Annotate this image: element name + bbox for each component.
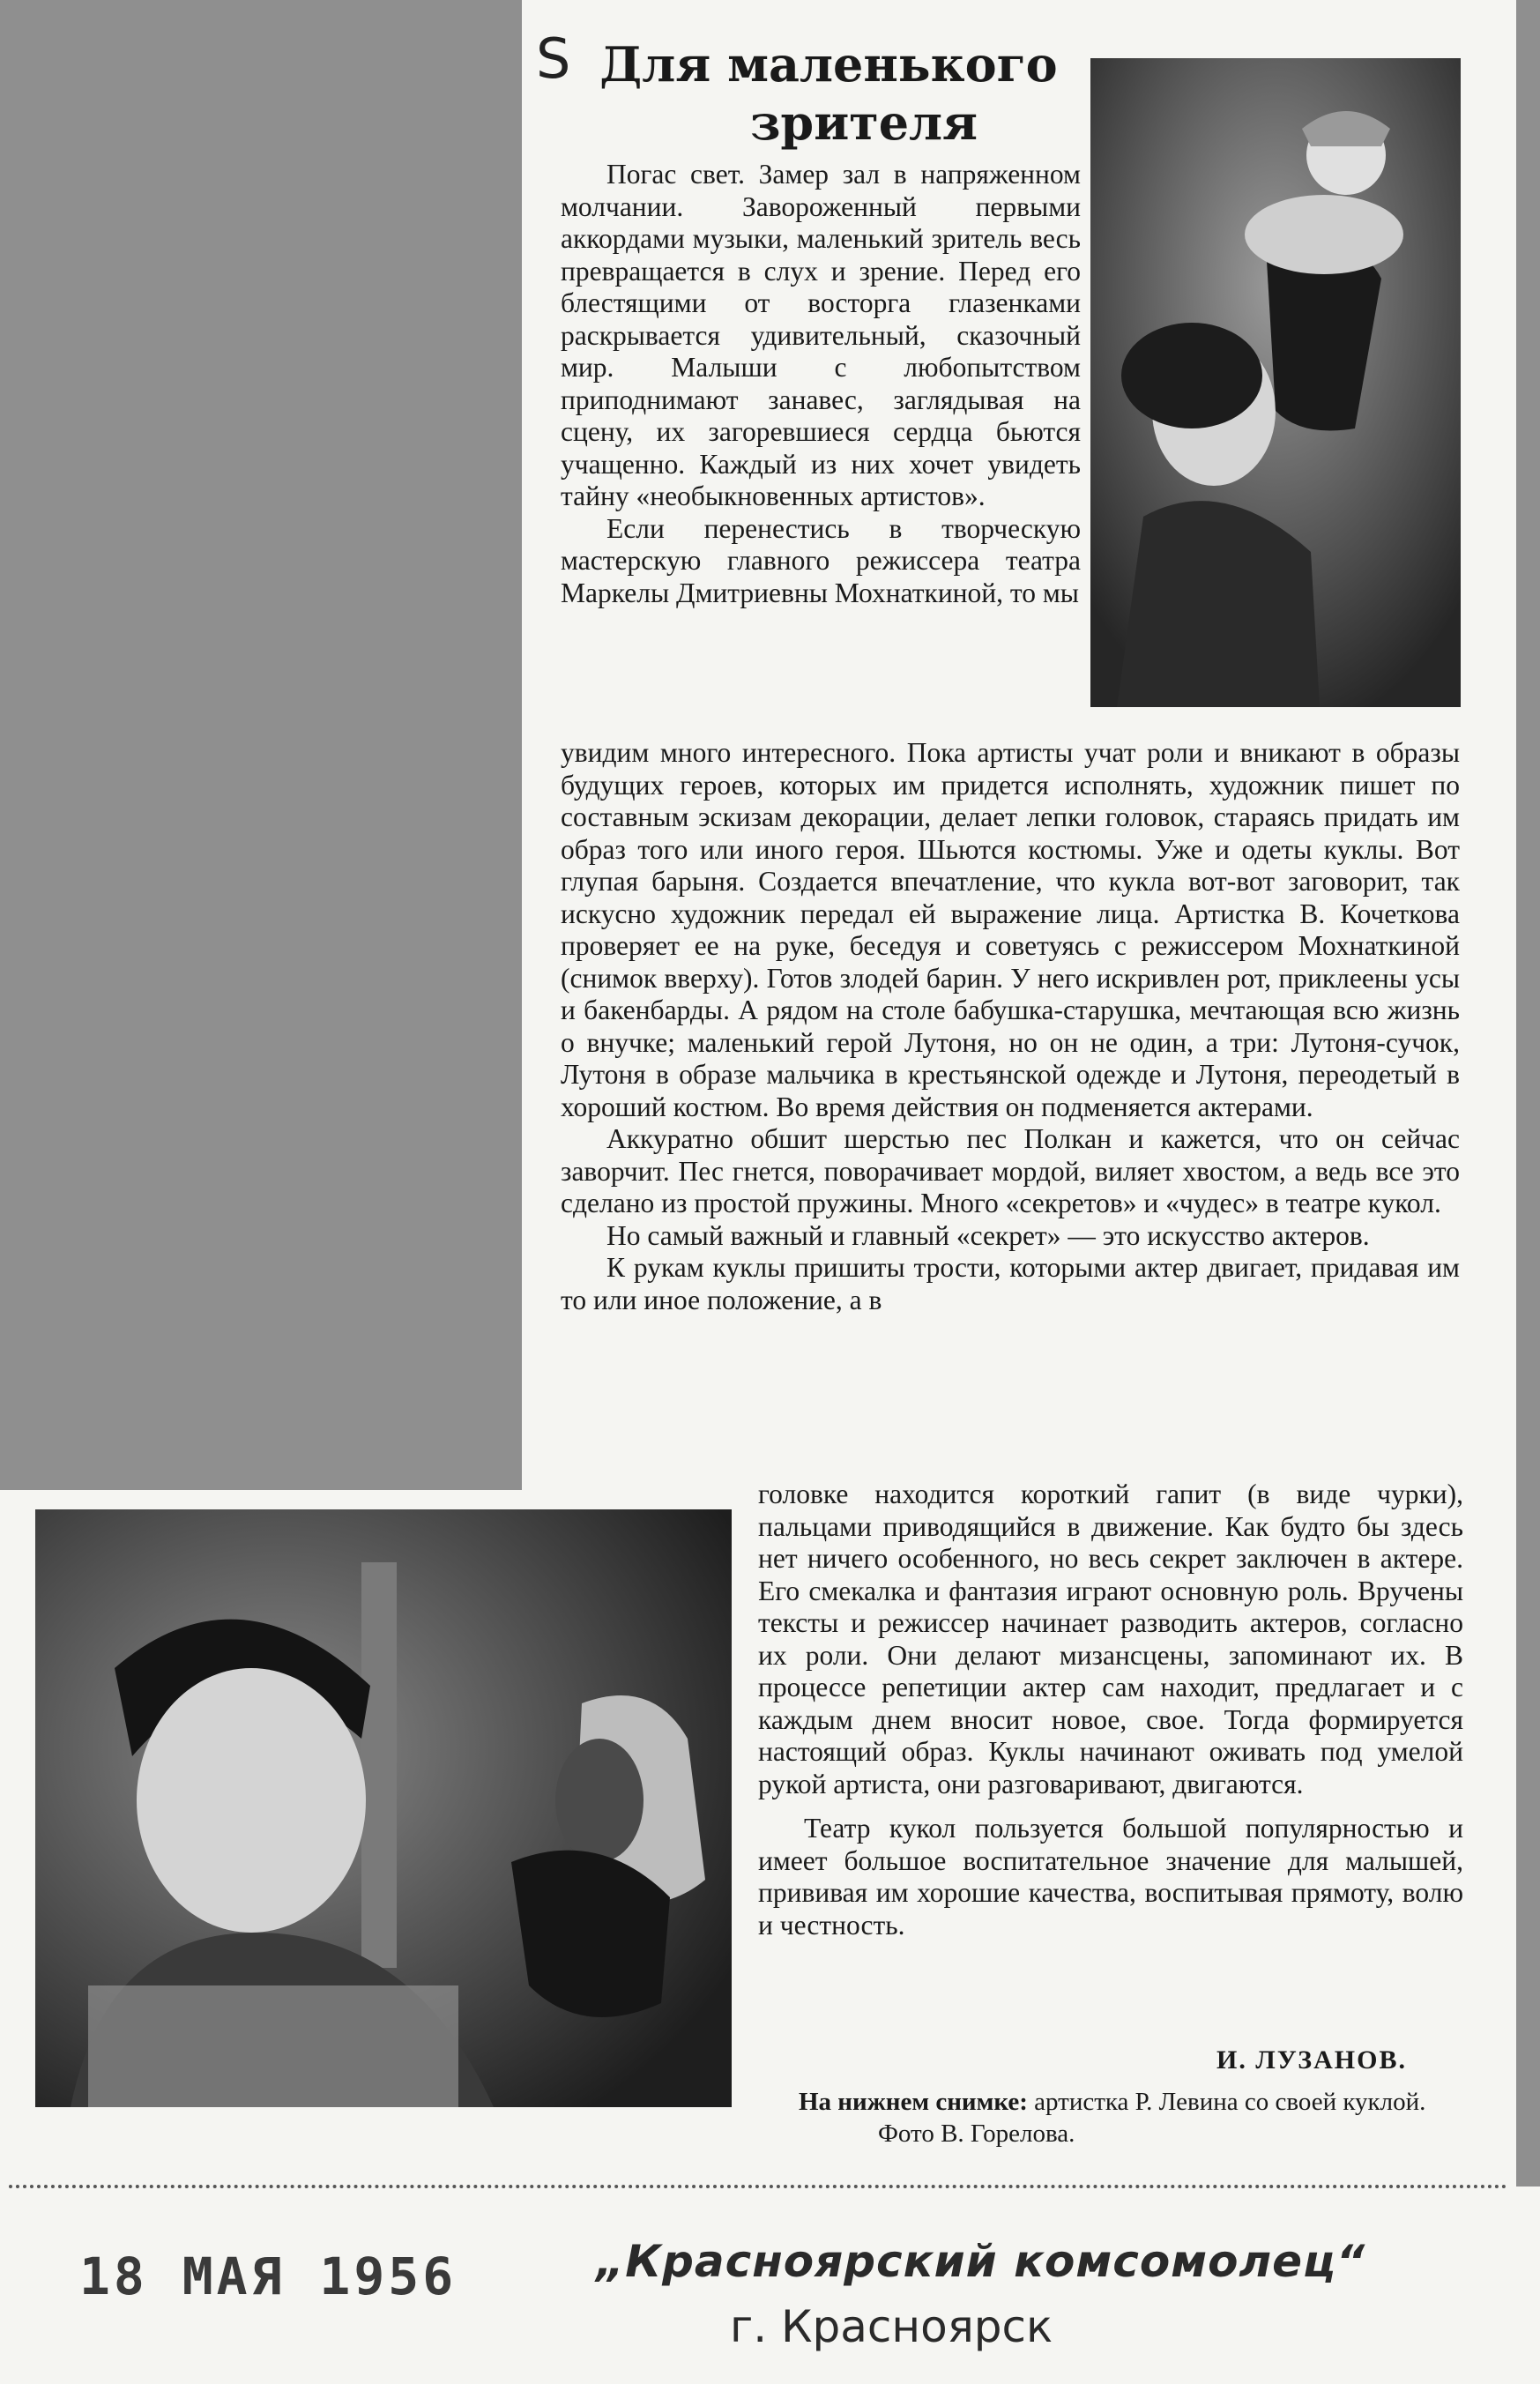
bottom-photo (35, 1509, 732, 2107)
actress-with-puppet-photo (35, 1509, 732, 2107)
paragraph: Погас свет. Замер зал в напряженном молчании. Завороженный первыми аккордами музыки, маленький зритель весь превращается в слух и зрение. Перед его блестящими от восторга глазенками раскрывается удивительный, сказочный мир. Малыши с любопытством приподнимают занавес, заглядывая на сцену, их загоревшиеся сердца бьются учащенно. Каждый из них хочет увидеть тайну «необыкновенных артистов». (561, 159, 1081, 511)
puppeteer-photo (1090, 58, 1461, 707)
column-top (561, 159, 1081, 609)
photo-credit: Фото В. Горелова. (878, 2120, 1075, 2148)
paragraph: Но самый важный и главный «секрет» — это искусство актеров. (606, 1219, 1370, 1251)
paragraph: Аккуратно обшит шерстью пес Полкан и кажется, что он сейчас заворчит. Пес гнется, поворачивает мордой, виляет хвостом, а ведь все это сделано из простой пружины. Много «секретов» и «чудес» в театре кукол. (561, 1123, 1460, 1218)
paragraph: головке находится короткий гапит (в виде чурки), пальцами приводящийся в движение. Как будто бы здесь нет ничего особенного, но весь секрет заключен в актере. Его смекалка и фантазия играют основную роль. Вручены тексты и режиссер начинает разводить актеров, согласно их роли. Они делают мизансцены, запоминают их. В процессе репетиции актер сам находит, предлагает и с каждым днем вносит новое, свое. Тогда формируется настоящий образ. Куклы начинают оживать под умелой рукой артиста, они разговаривают, двигаются. (758, 1479, 1463, 1799)
margin-mark: S (536, 26, 571, 91)
paragraph: К рукам куклы пришиты трости, которыми актер двигает, придавая им то или иное положение, а в (561, 1252, 1460, 1315)
newspaper-city: г. Красноярск (730, 2301, 1053, 2352)
paragraph: увидим много интересного. Пока артисты учат роли и вникают в образы будущих героев, которых им придется исполнять, художник пишет по составным эскизам декорации, делает лепки головок, стараясь придать им образ того или иного героя. Шьются костюмы. Уже и одеты куклы. Вот глупая барыня. Создается впечатление, что кукла вот-вот заговорит, так искусно художник передал ей выражение лица. Артистка В. Кочеткова проверяет ее на руке, беседуя и советуясь с режиссером Мохнаткиной (снимок вверху). Готов злодей барин. У него искривлен рот, приклеены усы и бакенбарды. А рядом на столе бабушка-старушка, мечтающая всю жизнь о внучке; маленький герой Лутоня, но он не один, а три: Лутоня-сучок, Лутоня в образе мальчика в крестьянской одежде и Лутоня, переодетый в хороший костюм. Во время действия он подменяется актерами. (561, 737, 1460, 1122)
title-line-1: Для маленького (599, 36, 1058, 93)
paragraph: Если перенестись в творческую мастерскую главного режиссера театра Маркелы Дмитриевны Мохнаткиной, то мы (561, 512, 1081, 608)
perforation-line (9, 2185, 1507, 2188)
title-line-2: зрителя (749, 94, 978, 151)
newspaper-name: „Красноярский комсомолец“ (596, 2236, 1366, 2287)
author-signature: И. ЛУЗАНОВ. (1216, 2045, 1407, 2075)
article-title (582, 35, 1075, 152)
column-bottom (758, 1479, 1463, 1941)
paragraph: Театр кукол пользуется большой популярностью и имеет большое воспитательное значение для малышей, прививая им хорошие качества, воспитывая прямоту, волю и честность. (758, 1813, 1463, 1941)
column-middle (561, 737, 1460, 1316)
date-stamp: 18 МАЯ 1956 (79, 2246, 458, 2306)
photo-caption (799, 2086, 1469, 2149)
caption-text: артистка Р. Левина со своей куклой. (1034, 2088, 1426, 2116)
caption-lead: На нижнем снимке: (799, 2088, 1028, 2116)
top-photo (1090, 58, 1461, 707)
